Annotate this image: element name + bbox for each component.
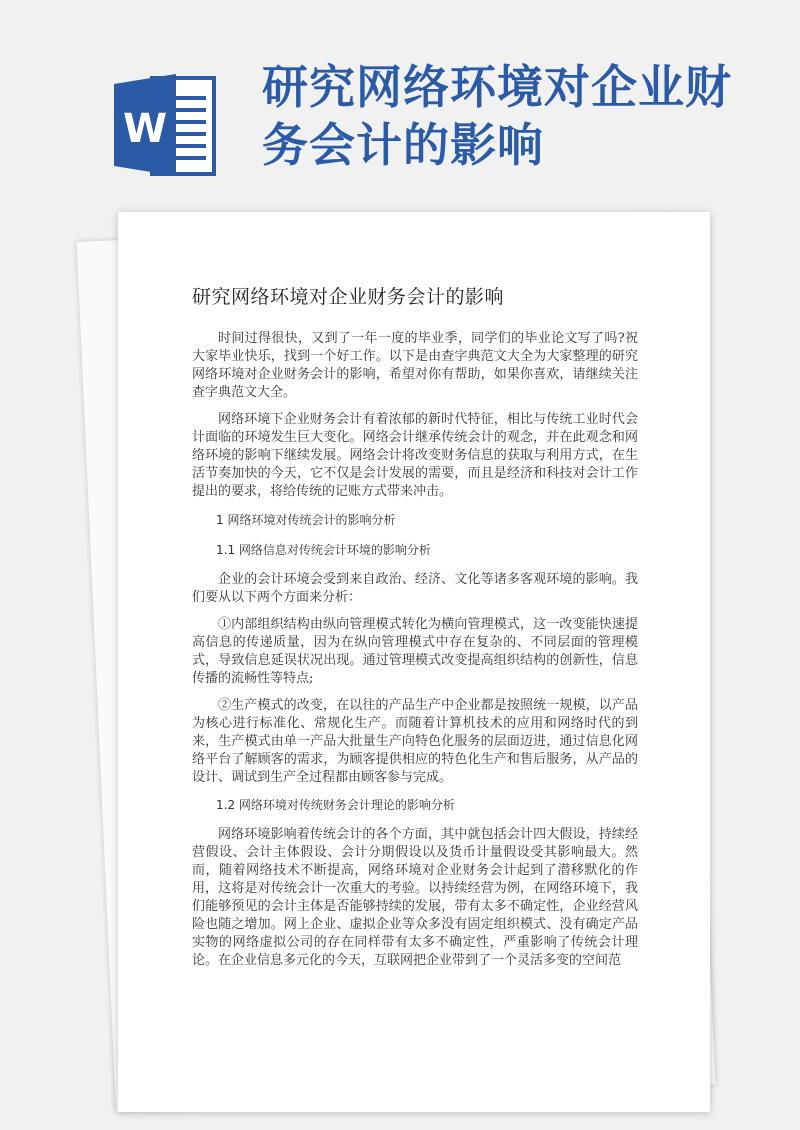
section-heading: 1 网络环境对传统会计的影响分析 (216, 513, 396, 527)
paragraph: 企业的会计环境会受到来自政治、经济、文化等诸多客观环境的影响。我们要从以下两个方面来分析： (192, 572, 638, 605)
document-page (118, 212, 710, 1112)
document-title: 研究网络环境对企业财务会计的影响 (192, 286, 505, 308)
paragraph: ②生产模式的改变，在以往的产品生产中企业都是按照统一规模，以产品为核心进行标准化、常规化生产。而随着计算机技术的应用和网络时代的到来，生产模式由单一产品大批量生产向特色化服务的层面迈进，通过信息化网络平台了解顾客的需求，为顾客提供相应的特色化生产和售后服务，从产品的设计、调试到生产全过程都由顾客参与完成。 (192, 698, 638, 785)
banner (0, 0, 800, 190)
subsection-heading: 1.2 网络环境对传统财务会计理论的影响分析 (216, 798, 455, 812)
banner-title: 研究网络环境对企业财务会计的影响 (262, 60, 732, 172)
word-document-icon (112, 70, 222, 180)
paragraph: 时间过得很快，又到了一年一度的毕业季，同学们的毕业论文写了吗?祝大家毕业快乐，找到一个好工作。以下是由查字典范文大全为大家整理的研究网络环境对企业财务会计的影响，希望对你有帮助，如果你喜欢，请继续关注查字典范文大全。 (192, 331, 638, 400)
paragraph: 网络环境影响着传统会计的各个方面，其中就包括会计四大假设，持续经营假设、会计主体假设、会计分期假设以及货币计量假设受其影响最大。然而，随着网络技术不断提高，网络环境对企业财务会计起到了潜移默化的作用，这将是对传统会计一次重大的考验。以持续经营为例，在网络环境下，我们能够预见的会计主体是否能够持续的发展，带有太多不确定性，企业经营风险也随之增加。网上企业、虚拟企业等众多没有固定组织模式、没有确定产品实物的网络虚拟公司的存在同样带有太多不确定性，严重影响了传统会计理论。在企业信息多元化的今天，互联网把企业带到了一个灵活多变的空间范 (192, 827, 638, 968)
word-icon-letter: W (123, 106, 168, 152)
subsection-heading: 1.1 网络信息对传统会计环境的影响分析 (216, 543, 431, 557)
paragraph: ①内部组织结构由纵向管理模式转化为横向管理模式，这一改变能快速提高信息的传递质量，因为在纵向管理模式中存在复杂的、不同层面的管理模式，导致信息延误状况出现。通过管理模式改变提高组织结构的创新性，信息传播的流畅性等特点; (192, 617, 638, 686)
document-body (192, 330, 638, 979)
paragraph: 网络环境下企业财务会计有着浓郁的新时代特征，相比与传统工业时代会计面临的环境发生巨大变化。网络会计继承传统会计的观念，并在此观念和网络环境的影响下继续发展。网络会计将改变财务信息的获取与利用方式，在生活节奏加快的今天，它不仅是会计发展的需要，而且是经济和科技对会计工作提出的要求，将给传统的记账方式带来冲击。 (192, 412, 638, 499)
